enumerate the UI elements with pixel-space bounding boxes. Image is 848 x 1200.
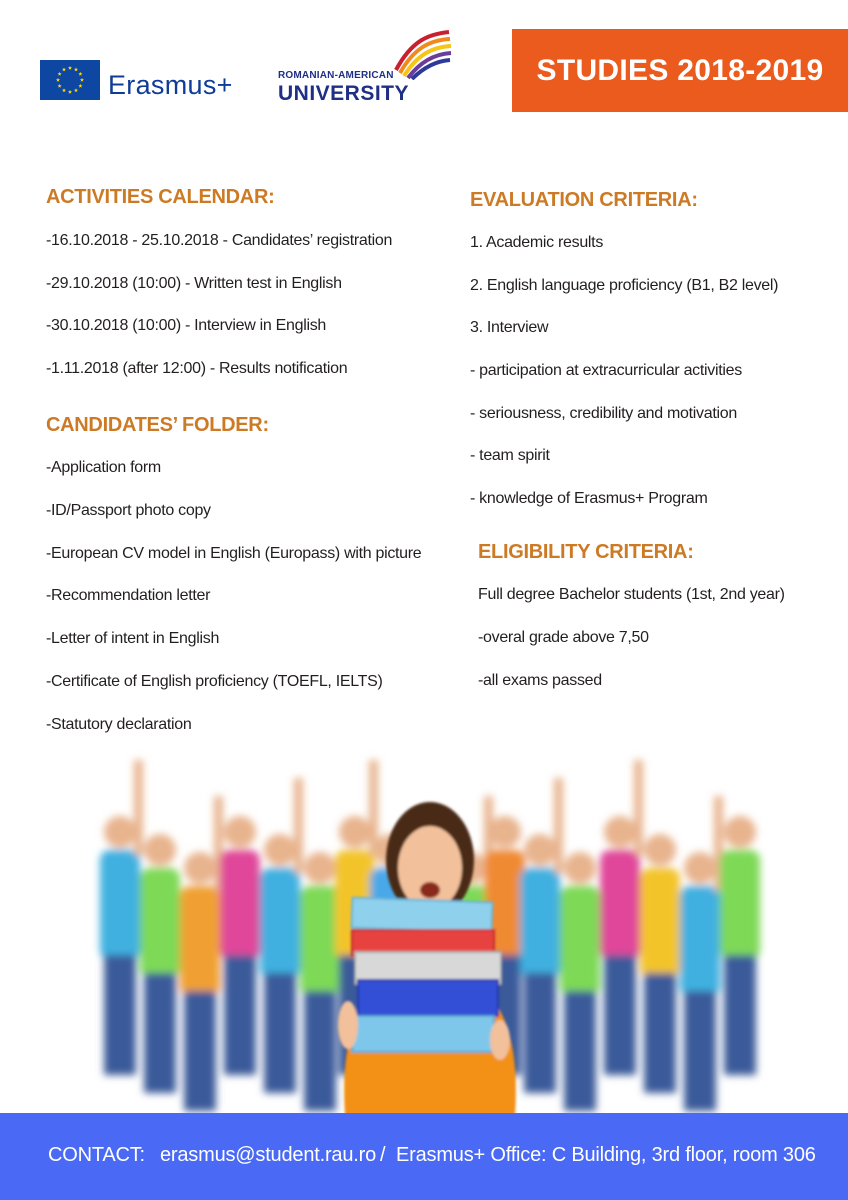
list-item: - seriousness, credibility and motivation xyxy=(470,404,737,422)
student-figure xyxy=(524,973,556,1093)
student-figure xyxy=(520,868,560,978)
student-figure xyxy=(720,850,760,960)
contact-email-link[interactable]: erasmus@student.rau.ro xyxy=(160,1144,377,1166)
list-item: - participation at extracurricular activities xyxy=(470,362,742,380)
student-figure xyxy=(554,778,563,873)
student-figure xyxy=(224,955,256,1075)
student-figure xyxy=(644,834,676,866)
eu-stars-icon xyxy=(40,60,100,100)
student-figure xyxy=(134,760,143,855)
candidates-folder-heading: CANDIDATES’ FOLDER: xyxy=(46,414,269,436)
contact-separator: / xyxy=(380,1144,386,1166)
student-figure xyxy=(724,955,756,1075)
student-figure xyxy=(184,852,216,884)
list-item: 3. Interview xyxy=(470,319,549,337)
list-item: -overal grade above 7,50 xyxy=(478,629,649,646)
activities-calendar-heading: ACTIVITIES CALENDAR: xyxy=(46,186,275,208)
student-figure xyxy=(180,886,220,996)
student-figure xyxy=(680,886,720,996)
erasmus-brand: Erasmus+ xyxy=(108,70,233,100)
eligibility-criteria-list xyxy=(478,586,785,715)
student-figure xyxy=(224,816,256,848)
student-figure xyxy=(524,834,556,866)
student-figure xyxy=(264,973,296,1093)
university-name-line1: ROMANIAN-AMERICAN xyxy=(278,70,394,81)
student-figure xyxy=(140,868,180,978)
student-figure xyxy=(144,834,176,866)
list-item: -ID/Passport photo copy xyxy=(46,501,211,519)
student-figure xyxy=(294,778,303,873)
list-item: - team spirit xyxy=(470,447,550,465)
student-figure xyxy=(100,850,140,960)
student-figure xyxy=(264,834,296,866)
university-name-line2: UNIVERSITY xyxy=(278,82,410,105)
student-figure xyxy=(600,850,640,960)
candidates-folder-list xyxy=(46,459,421,759)
student-figure xyxy=(304,991,336,1111)
student-figure xyxy=(369,760,378,855)
student-figure xyxy=(684,852,716,884)
list-item: -Statutory declaration xyxy=(46,715,192,733)
list-item: -Recommendation letter xyxy=(46,587,211,605)
student-figure xyxy=(489,816,521,848)
student-figure xyxy=(300,886,340,996)
student-figure xyxy=(144,973,176,1093)
list-item: -1.11.2018 (after 12:00) - Results notification xyxy=(46,360,348,378)
eu-flag-logo xyxy=(40,60,100,100)
student-figure xyxy=(604,955,636,1075)
student-figure xyxy=(634,760,643,855)
page-title: STUDIES 2018-2019 xyxy=(536,53,824,87)
university-logo xyxy=(276,30,456,110)
student-figure xyxy=(724,816,756,848)
evaluation-criteria-heading: EVALUATION CRITERIA: xyxy=(470,189,698,211)
list-item: -Letter of intent in English xyxy=(46,630,220,648)
list-item: -Certificate of English proficiency (TOEFL, IELTS) xyxy=(46,672,383,690)
student-figure xyxy=(684,991,716,1111)
list-item: -Application form xyxy=(46,459,161,476)
contact-office-address: Erasmus+ Office: C Building, 3rd floor, room 306 xyxy=(396,1144,816,1166)
student-figure xyxy=(640,868,680,978)
students-photo xyxy=(90,740,770,1115)
title-banner xyxy=(512,29,848,112)
list-item: Full degree Bachelor students (1st, 2nd year) xyxy=(478,586,785,603)
contact-label: CONTACT: xyxy=(48,1144,145,1166)
student-figure xyxy=(260,868,300,978)
student-figure xyxy=(220,850,260,960)
activities-calendar-list xyxy=(46,232,392,403)
list-item: -16.10.2018 - 25.10.2018 - Candidates’ registration xyxy=(46,232,393,249)
student-figure xyxy=(184,991,216,1111)
list-item: -European CV model in English (Europass) with picture xyxy=(46,544,422,562)
list-item: 1. Academic results xyxy=(470,234,604,251)
list-item: -30.10.2018 (10:00) - Interview in English xyxy=(46,317,327,335)
list-item: -29.10.2018 (10:00) - Written test in English xyxy=(46,274,342,292)
list-item: 2. English language proficiency (B1, B2 level) xyxy=(470,276,779,294)
student-figure xyxy=(104,816,136,848)
student-figure xyxy=(564,852,596,884)
student-figure xyxy=(644,973,676,1093)
student-figure xyxy=(564,991,596,1111)
list-item: -all exams passed xyxy=(478,672,602,689)
student-figure xyxy=(304,852,336,884)
list-item: - knowledge of Erasmus+ Program xyxy=(470,490,708,508)
student-figure xyxy=(560,886,600,996)
student-figure xyxy=(339,816,371,848)
eligibility-criteria-heading: ELIGIBILITY CRITERIA: xyxy=(478,541,694,563)
student-figure xyxy=(604,816,636,848)
student-figure xyxy=(104,955,136,1075)
university-swoosh-icon xyxy=(394,30,454,80)
evaluation-criteria-list xyxy=(470,234,778,533)
